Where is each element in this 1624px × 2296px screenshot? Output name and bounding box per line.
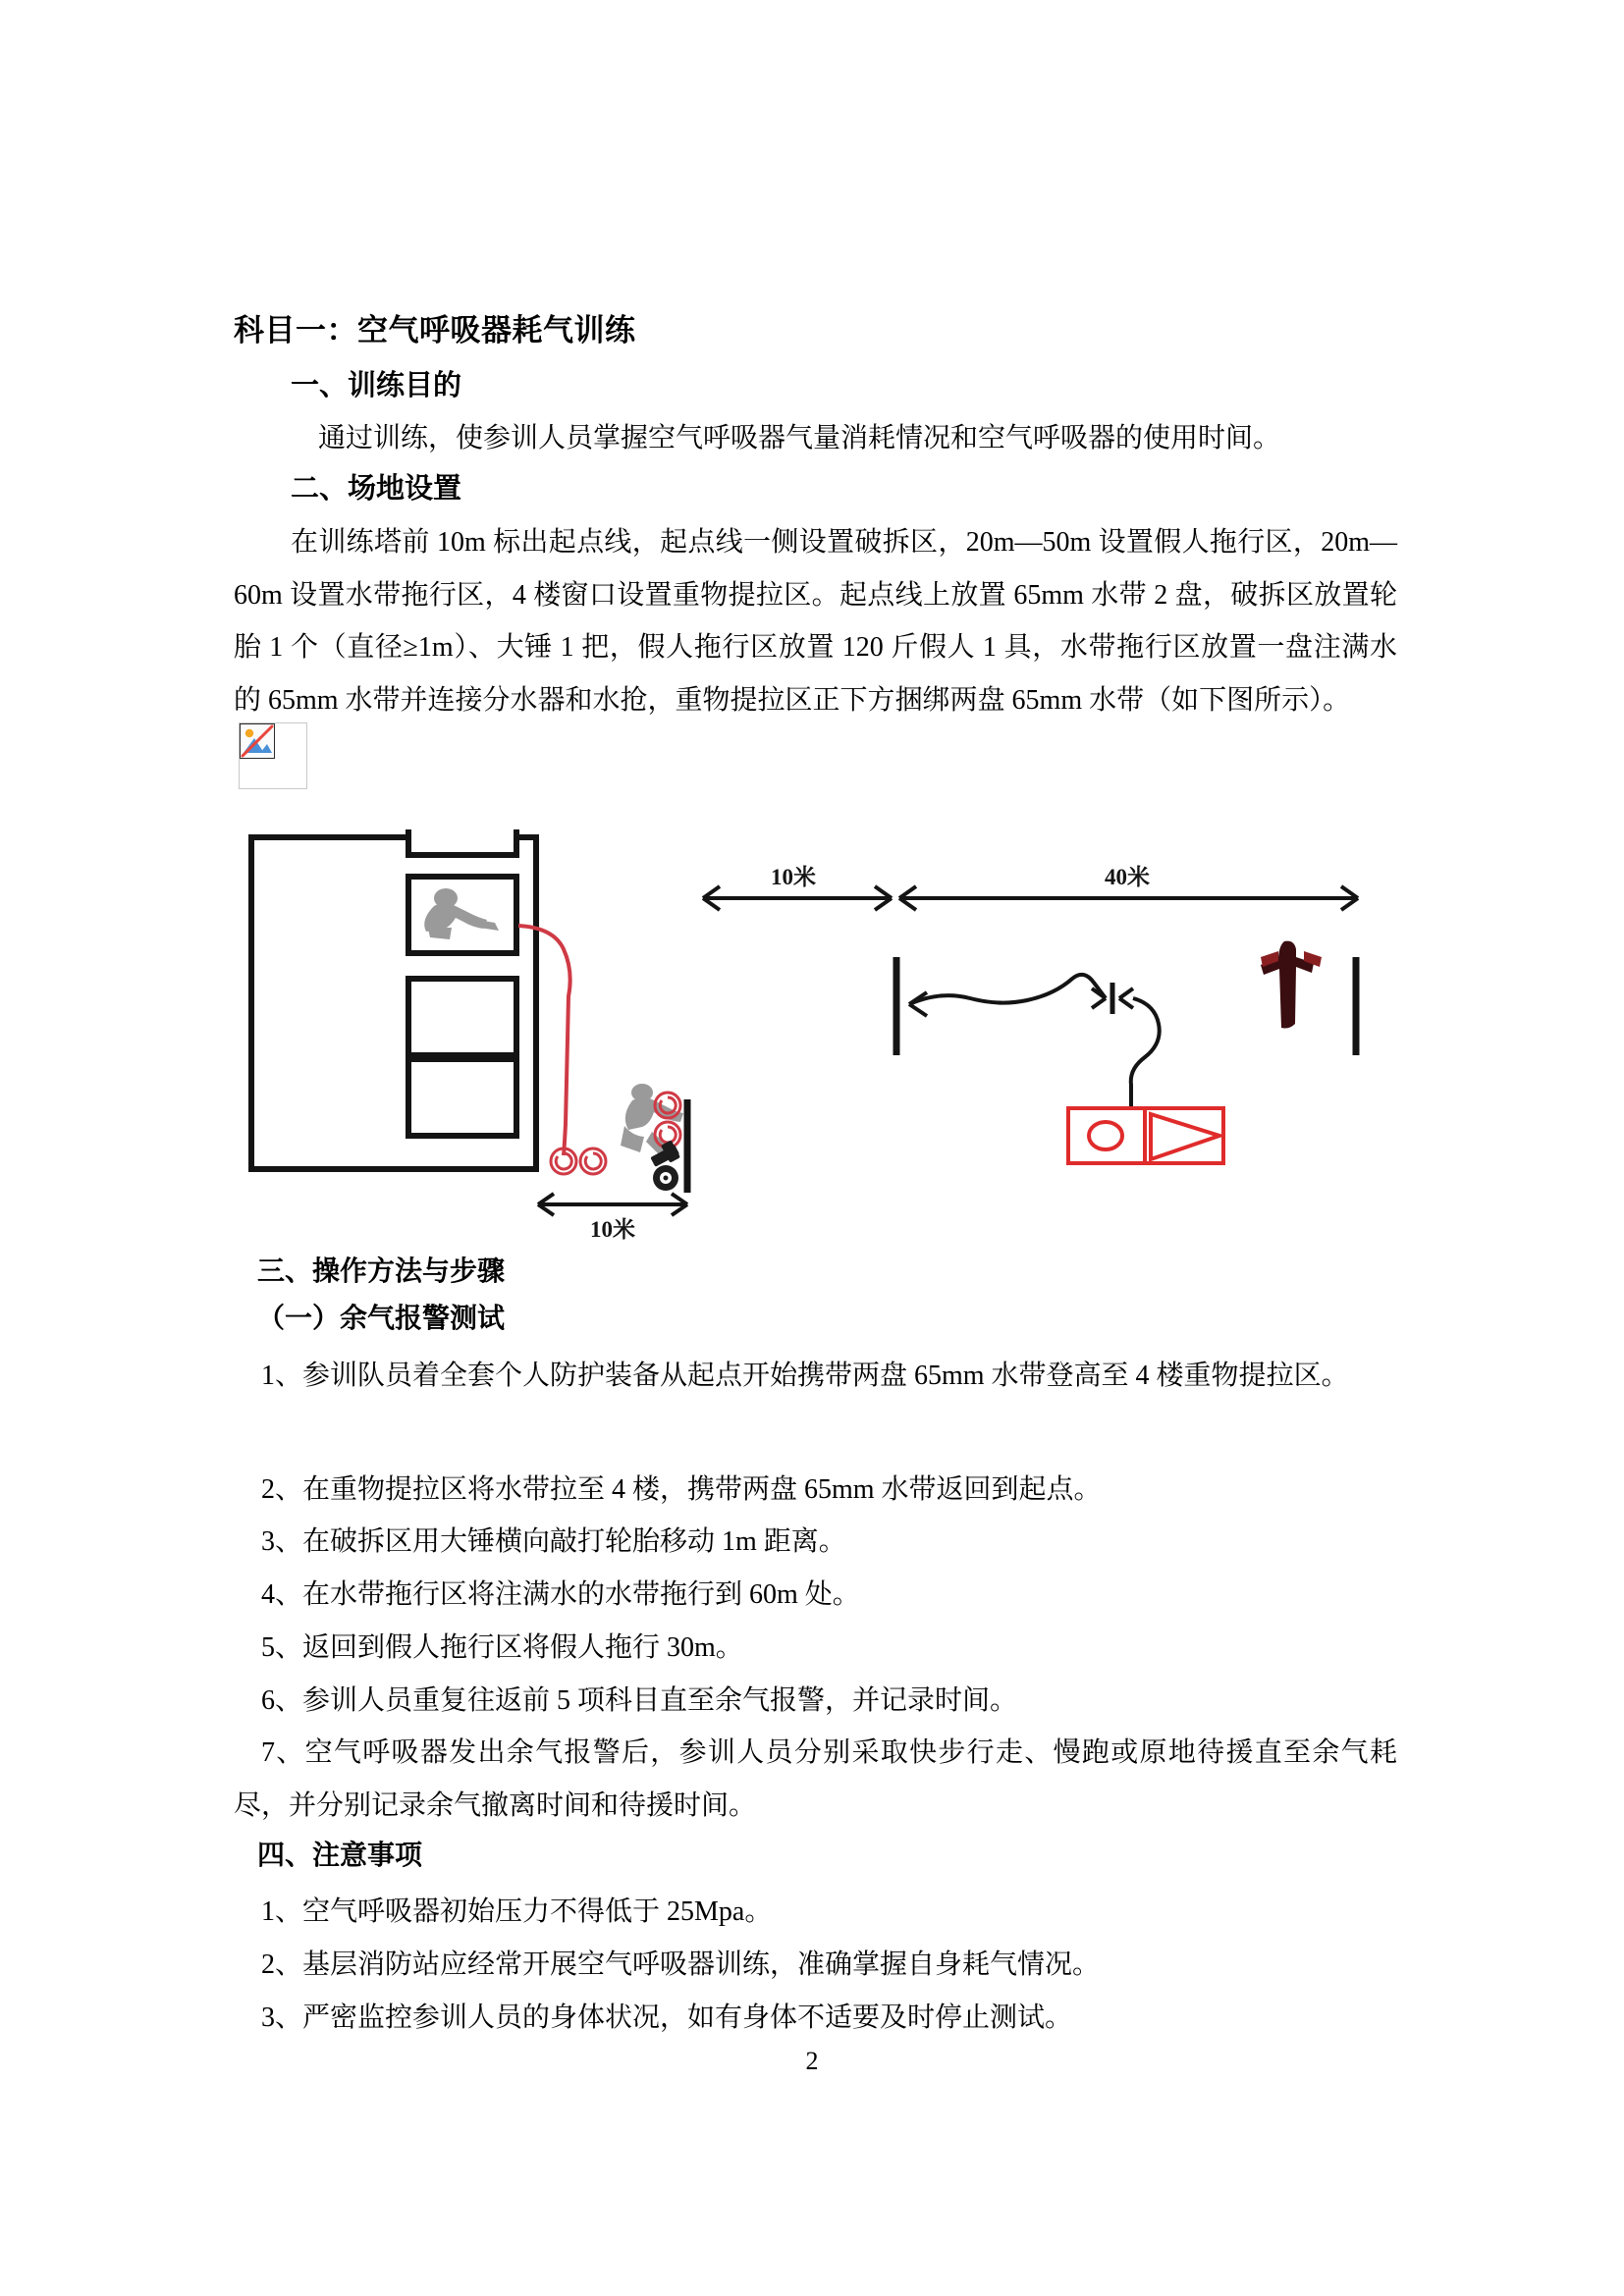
paragraph-purpose-body: 通过训练，使参训人员掌握空气呼吸器气量消耗情况和空气呼吸器的使用时间。 (318, 423, 1281, 454)
label-lane-40m: 40米 (1105, 865, 1150, 889)
section-heading-notes: 四、注意事项 (257, 1840, 423, 1871)
document-content (234, 312, 1397, 733)
procedure-step-1: 1、参训队员着全套个人防护装备从起点开始携带两盘 65mm 水带登高至 4 楼重物提拉区。 (261, 1360, 1349, 1391)
subsection-heading-alarm-test: （一）余气报警测试 (257, 1304, 506, 1335)
tower-window-top (408, 877, 516, 953)
dimension-lane-10m (703, 865, 892, 910)
broken-image-frame (239, 722, 307, 789)
broken-image-icon (240, 723, 275, 759)
training-layout-diagram (244, 829, 1402, 1242)
hose-tail-to-divider (1131, 998, 1160, 1108)
page-title: 科目一：空气呼吸器耗气训练 (234, 313, 636, 347)
procedure-block (234, 1255, 1397, 2044)
water-divider-and-nozzle (1068, 1108, 1223, 1163)
section-heading-site-setup: 二、场地设置 (291, 473, 462, 506)
hose-drag-path (909, 975, 1106, 1016)
section-heading-purpose: 一、训练目的 (291, 369, 462, 401)
paragraph-site-setup-body: 在训练塔前 10m 标出起点线，起点线一侧设置破拆区，20m—50m 设置假人拖行区，20m—60m 设置水带拖行区，4 楼窗口设置重物提拉区。起点线上放置 65mm 水带 2 盘，破拆区放置轮胎 1 个（直径≥1m）、大锤 1 把，假人拖行区放置 120 斤假人 1 具，水带拖行区放置一盘注满水的 65mm 水带并连接分水器和水抢，重物提拉区正下方捆绑两盘 65mm 水带（如下图所示）。 (234, 526, 1397, 717)
procedure-step-3: 3、在破拆区用大锤横向敲打轮胎移动 1m 距离。 (261, 1526, 846, 1558)
training-dummy-icon (1261, 941, 1322, 1029)
procedure-step-5: 5、返回到假人拖行区将假人拖行 30m。 (261, 1631, 743, 1663)
note-item-2: 2、基层消防站应经常开展空气呼吸器训练，准确掌握自身耗气情况。 (261, 1949, 1101, 1980)
hose-coils-tower-base (551, 1148, 606, 1174)
page-number-footer: 2 (805, 2047, 819, 2075)
section-heading-procedure: 三、操作方法与步骤 (257, 1256, 506, 1287)
dimension-tower-10m (538, 1194, 687, 1242)
procedure-step-2: 2、在重物提拉区将水带拉至 4 楼，携带两盘 65mm 水带返回到起点。 (261, 1473, 1102, 1505)
procedure-step-7: 7、空气呼吸器发出余气报警后，参训人员分别采取快步行走、慢跑或原地待援直至余气耗尽，并分别记录余气撤离时间和待援时间。 (234, 1737, 1397, 1822)
dimension-lane-40m (899, 865, 1358, 910)
tire-icon (653, 1165, 678, 1191)
label-tower-10m: 10米 (590, 1217, 635, 1242)
note-item-3: 3、严密监控参训人员的身体状况，如有身体不适要及时停止测试。 (261, 2002, 1073, 2033)
procedure-step-6: 6、参训人员重复往返前 5 项科目直至余气报警，并记录时间。 (261, 1684, 1018, 1716)
note-item-1: 1、空气呼吸器初始压力不得低于 25Mpa。 (261, 1896, 773, 1928)
procedure-step-4: 4、在水带拖行区将注满水的水带拖行到 60m 处。 (261, 1579, 860, 1611)
label-lane-10m: 10米 (771, 865, 816, 889)
